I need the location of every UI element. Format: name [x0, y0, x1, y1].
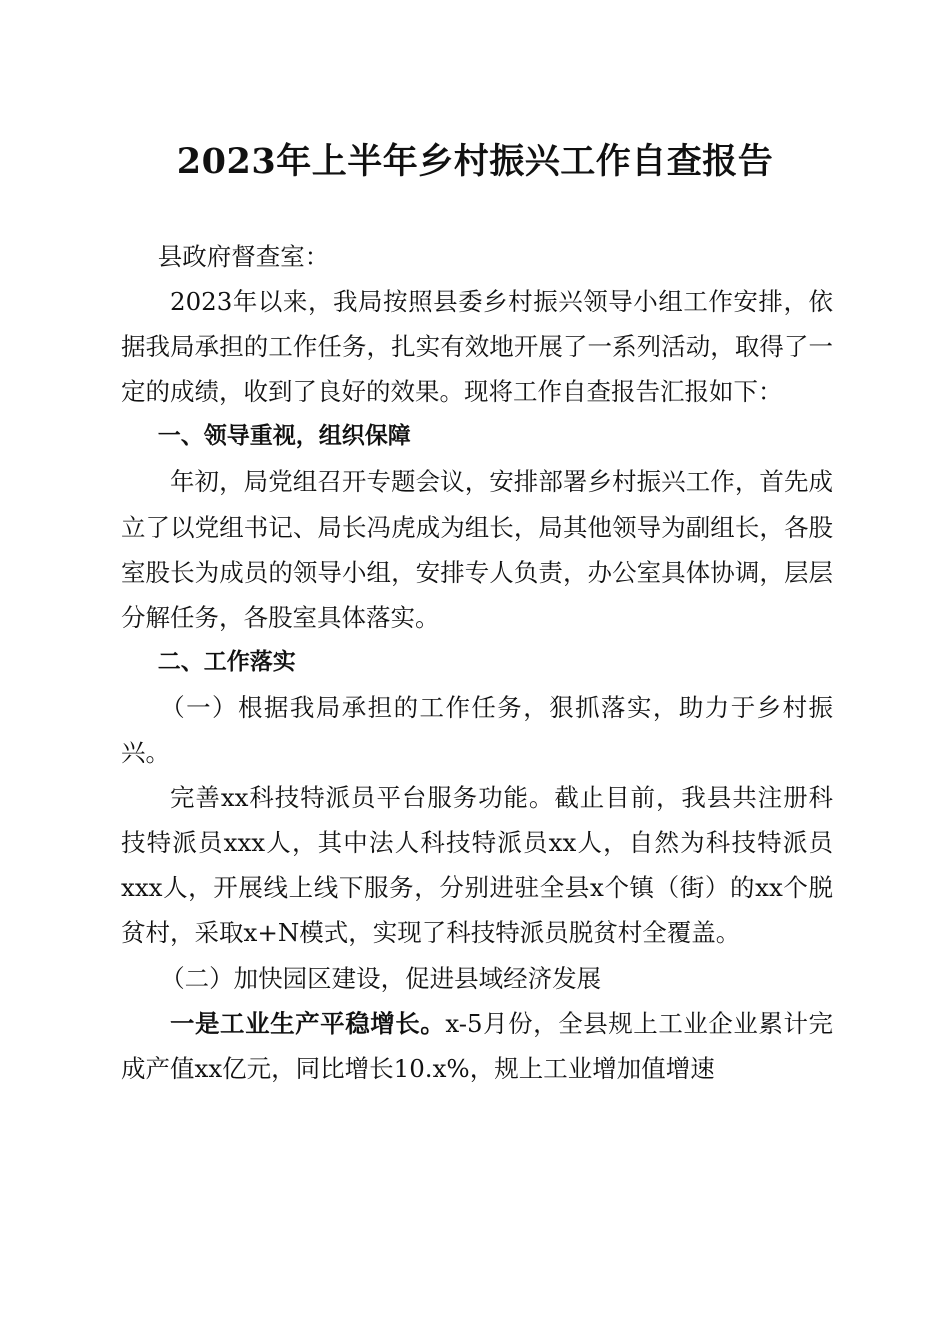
subsection-1-heading: （一）根据我局承担的工作任务，狠抓落实，助力于乡村振兴。: [121, 692, 833, 768]
subsection-2-heading: （二）加快园区建设，促进县域经济发展: [160, 963, 602, 993]
subsection-2-paragraph: [121, 1001, 833, 1091]
document-body: [121, 234, 833, 1091]
subsection-2-text: x-5月份，全县规上工业企业累计完成产值xx亿元，同比增长10.x%，规上工业增加值增速: [121, 1008, 833, 1083]
section-1-paragraph: 年初，局党组召开专题会议，安排部署乡村振兴工作，首先成立了以党组书记、局长冯虎成为组长，局其他领导为副组长，各股室股长为成员的领导小组，安排专人负责，办公室具体协调，层层分解任务，各股室具体落实。: [121, 467, 833, 632]
subsection-1-paragraph: 完善xx科技特派员平台服务功能。截止目前，我县共注册科技特派员xxx人，其中法人科技特派员xx人，自然为科技特派员xxx人，开展线上线下服务，分别进驻全县x个镇（街）的xx个脱贫村，采取x+N模式，实现了科技特派员脱贫村全覆盖。: [121, 783, 833, 948]
document-title: 2023年上半年乡村振兴工作自查报告: [176, 141, 774, 182]
section-1-heading: 一、领导重视，组织保障: [157, 423, 411, 450]
salutation: 县政府督查室：: [157, 242, 330, 271]
section-2-heading: 二、工作落实: [157, 648, 296, 675]
intro-paragraph: 2023年以来，我局按照县委乡村振兴领导小组工作安排，依据我局承担的工作任务，扎实有效地开展了一系列活动，取得了一定的成绩，收到了良好的效果。现将工作自查报告汇报如下：: [121, 287, 833, 407]
subsection-2-lead: 一是工业生产平稳增长。: [170, 1008, 446, 1038]
